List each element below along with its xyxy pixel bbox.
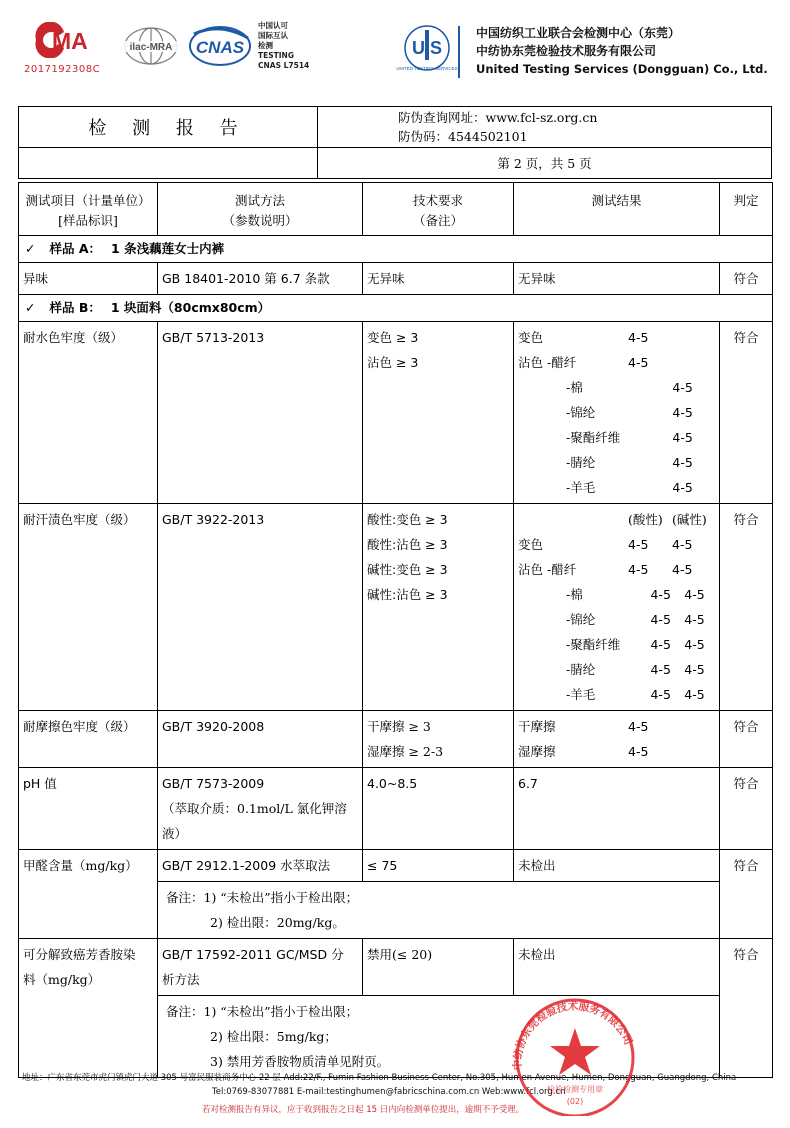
table-row: [19, 939, 773, 996]
method-cell: GB/T 7573-2009 （萃取介质：0.1mol/L 氯化钾溶 液）: [158, 768, 363, 850]
requirement-cell: 无异味: [363, 263, 514, 295]
cma-number: 2017192308C: [24, 64, 101, 75]
item-cell: 异味: [19, 263, 158, 295]
ilac-mra-logo: [118, 25, 184, 67]
cnas-line: TESTING: [258, 51, 294, 60]
item-cell: 甲醛含量（mg/kg）: [19, 850, 158, 939]
item-cell: 耐汗渍色牢度（级）: [19, 504, 158, 711]
table-row: [19, 711, 773, 768]
table-header-row: [19, 183, 773, 236]
table-row: [19, 504, 773, 711]
svg-text:MA: MA: [52, 28, 88, 54]
item-cell: pH 值: [19, 768, 158, 850]
footer-notice: 若对检测报告有异议，应于收到报告之日起 15 日内向检测单位提出，逾期不予受理。: [202, 1105, 525, 1115]
cnas-logo: [182, 24, 254, 68]
org-name-cn-1: 中国纺织工业联合会检测中心（东莞）: [476, 26, 681, 40]
org-name-en: United Testing Services (Dongguan) Co., Ltd.: [476, 62, 768, 76]
notes-cell: 备注：1) “未检出”指小于检出限； 2) 检出限：20mg/kg。: [158, 882, 720, 939]
verdict-cell: 符合: [720, 768, 773, 850]
result-cell: 干摩擦 4-5 湿摩擦 4-5: [514, 711, 720, 768]
anti-url-label: 防伪查询网址：: [398, 110, 486, 125]
uts-logo: [396, 24, 458, 76]
anti-counterfeit-info: [318, 107, 772, 148]
sample-b-row: [19, 295, 773, 322]
result-cell: 变色 4-5 沾色 -醋纤 4-5 -棉 4-5 -锦纶 4-5 -聚酯纤维 4-5 -腈纶 4-5 -羊毛 4-5: [514, 322, 720, 504]
cnas-line: CNAS L7514: [258, 61, 310, 70]
verdict-cell: 符合: [720, 850, 773, 939]
item-cell: 耐摩擦色牢度（级）: [19, 711, 158, 768]
cnas-line: 国际互认: [258, 31, 288, 40]
sample-a-row: [19, 236, 773, 263]
verdict-cell: 符合: [720, 939, 773, 1078]
anti-url: www.fcl-sz.org.cn: [485, 110, 598, 125]
result-cell: 未检出: [514, 939, 720, 996]
result-cell: (酸性) (碱性) 变色 4-5 4-5 沾色 -醋纤 4-5 4-5 -棉 4-5 4-5 -锦纶 4-5 4-5 -聚酯纤维 4-5 4-5 -腈纶 4-5 4-5 -羊毛 4-5 4-5: [514, 504, 720, 711]
result-cell: 6.7: [514, 768, 720, 850]
requirement-cell: 酸性:变色 ≥ 3 酸性:沾色 ≥ 3 碱性:变色 ≥ 3 碱性:沾色 ≥ 3: [363, 504, 514, 711]
col-header-method: 测试方法 （参数说明）: [158, 183, 363, 236]
item-cell: 耐水色牢度（级）: [19, 322, 158, 504]
cnas-text: CNAS: [195, 38, 245, 57]
result-cell: 无异味: [514, 263, 720, 295]
uts-small: UNITED TESTING SERVICES: [396, 66, 458, 71]
verdict-cell: 符合: [720, 711, 773, 768]
sample-label: 样品 A：: [49, 241, 102, 256]
svg-text:中纺协东莞检验技术服务有限公司: 中纺协东莞检验技术服务有限公司: [511, 1000, 635, 1071]
org-name-cn-2: 中纺协东莞检验技术服务有限公司: [476, 44, 657, 58]
cnas-line: 检测: [258, 41, 273, 50]
footer-contact: Tel:0769-83077881 E-mail:testinghumen@fabricschina.com.cn Web:www.fcl.org.cn: [212, 1087, 566, 1097]
notes-cell: 备注：1) “未检出”指小于检出限； 2) 检出限：5mg/kg； 3) 禁用芳香胺物质清单见附页。: [158, 996, 720, 1078]
requirement-cell: 干摩擦 ≥ 3 湿摩擦 ≥ 2-3: [363, 711, 514, 768]
header-divider: [458, 26, 460, 78]
table-row: [19, 322, 773, 504]
sample-name: 1 条浅藕莲女士内裤: [111, 241, 225, 256]
method-cell: GB/T 3922-2013: [158, 504, 363, 711]
page-info: 第 2 页，共 5 页: [318, 148, 772, 179]
check-icon: ✓: [25, 300, 36, 315]
table-row: [19, 263, 773, 295]
organization-name: [476, 24, 768, 78]
anti-code: 4544502101: [448, 129, 528, 144]
result-cell: 未检出: [514, 850, 720, 882]
cnas-line: 中国认可: [258, 21, 288, 30]
official-seal-stamp: [504, 992, 646, 1116]
col-header-result: 测试结果: [514, 183, 720, 236]
col-header-item: 测试项目（计量单位） [样品标识]: [19, 183, 158, 236]
table-row: [19, 768, 773, 850]
blank-cell: [19, 148, 318, 179]
cma-logo: [30, 22, 108, 58]
requirement-cell: 4.0~8.5: [363, 768, 514, 850]
check-icon: ✓: [25, 241, 36, 256]
method-cell: GB/T 17592-2011 GC/MSD 分 析方法: [158, 939, 363, 996]
method-cell: GB/T 2912.1-2009 水萃取法: [158, 850, 363, 882]
uts-letters: U S: [411, 38, 443, 58]
requirement-cell: 禁用(≤ 20): [363, 939, 514, 996]
col-header-requirement: 技术要求 （备注）: [363, 183, 514, 236]
svg-text:(02): (02): [566, 1097, 584, 1106]
verdict-cell: 符合: [720, 504, 773, 711]
verdict-cell: 符合: [720, 263, 773, 295]
report-title: 检 测 报 告: [19, 107, 318, 148]
svg-text:检验检测专用章: 检验检测专用章: [547, 1085, 603, 1094]
table-row: [19, 850, 773, 882]
report-header-table: [18, 106, 772, 179]
item-cell: 可分解致癌芳香胺染 料（mg/kg）: [19, 939, 158, 1078]
anti-code-label: 防伪码：: [398, 129, 449, 144]
requirement-cell: ≤ 75: [363, 850, 514, 882]
test-results-table: [18, 182, 773, 1078]
ilac-text: ilac-MRA: [129, 42, 173, 53]
sample-name: 1 块面料（80cmx80cm）: [110, 300, 271, 315]
sample-label: 样品 B：: [49, 300, 101, 315]
method-cell: GB 18401-2010 第 6.7 条款: [158, 263, 363, 295]
method-cell: GB/T 3920-2008: [158, 711, 363, 768]
requirement-cell: 变色 ≥ 3 沾色 ≥ 3: [363, 322, 514, 504]
col-header-verdict: 判定: [720, 183, 773, 236]
method-cell: GB/T 5713-2013: [158, 322, 363, 504]
cnas-accreditation-text: [258, 21, 309, 71]
verdict-cell: 符合: [720, 322, 773, 504]
footer-address: 地址：广东省东莞市虎门镇虎门大道 305 号富民服装商务中心 22 层 Add:22/F., Fumin Fashion Business Center, No.305, Humen Avenue, Humen, Dongguan, Guangdong, China: [22, 1073, 737, 1083]
